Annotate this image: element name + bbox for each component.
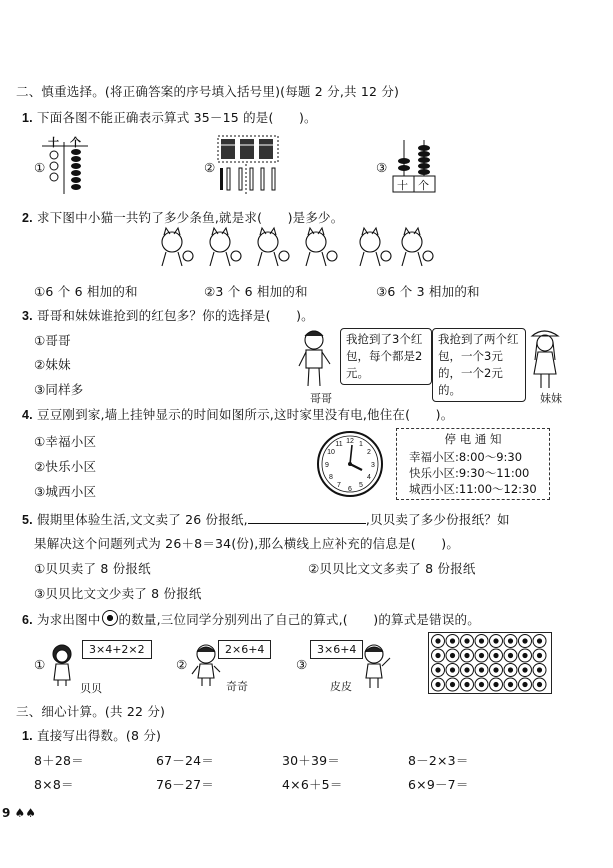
q1-tens-header: 十 bbox=[48, 136, 59, 149]
soccer-ball-icon bbox=[519, 678, 532, 691]
svg-text:7: 7 bbox=[337, 482, 341, 489]
q3-option-1: ①哥哥 bbox=[34, 333, 71, 348]
soccer-ball-icon bbox=[490, 678, 503, 691]
q5-option-3: ③贝贝比文文少卖了 8 份报纸 bbox=[34, 586, 202, 601]
svg-text:8: 8 bbox=[329, 474, 333, 481]
svg-text:10: 10 bbox=[327, 449, 335, 456]
notice-title: 停 电 通 知 bbox=[444, 432, 502, 446]
girl-beibei-figure bbox=[48, 644, 78, 688]
calc-item: 8×8＝ bbox=[34, 777, 74, 792]
brother-label: 哥哥 bbox=[310, 392, 332, 405]
q1-counter-diagram bbox=[44, 146, 94, 196]
soccer-ball-icon bbox=[432, 664, 445, 677]
question-number: 6. bbox=[22, 613, 33, 627]
q1-bundle-diagram bbox=[218, 134, 282, 198]
notice-line-1: 幸福小区:8:00～9:30 bbox=[409, 450, 523, 464]
boy-pipi-figure bbox=[358, 644, 392, 690]
question-4 bbox=[22, 405, 453, 423]
soccer-ball-icon bbox=[519, 664, 532, 677]
soccer-ball-icon bbox=[446, 664, 459, 677]
soccer-ball-icon bbox=[533, 664, 546, 677]
q2-cats-fishing-illustration bbox=[150, 226, 440, 272]
q6-name-2: 奇奇 bbox=[226, 680, 248, 693]
section-3-title: 三、细心计算。(共 22 分) bbox=[16, 704, 166, 719]
question-text: 哥哥和妹妹谁抢到的红包多？你的选择是( )。 bbox=[37, 308, 314, 323]
q6-option-2-label: ② bbox=[176, 657, 188, 672]
q1-abacus-tens: 十 bbox=[397, 179, 408, 192]
question-number: 2. bbox=[22, 211, 33, 225]
soccer-ball-icon bbox=[446, 649, 459, 662]
q3-option-3: ③同样多 bbox=[34, 382, 84, 397]
question-number: 4. bbox=[22, 408, 33, 422]
soccer-ball-icon bbox=[475, 649, 488, 662]
calc-item: 8－2×3＝ bbox=[408, 753, 469, 768]
power-outage-notice bbox=[396, 428, 550, 500]
q6-name-1: 贝贝 bbox=[80, 682, 102, 695]
q5-line-2: 果解决这个问题列式为 26＋8＝34(份),那么横线上应补充的信息是( )。 bbox=[34, 536, 460, 551]
sister-figure bbox=[526, 328, 566, 392]
soccer-ball-icon bbox=[446, 635, 459, 648]
svg-text:9: 9 bbox=[325, 462, 329, 469]
q2-option-3: ③6 个 3 相加的和 bbox=[376, 284, 480, 299]
soccer-ball-icon bbox=[461, 649, 474, 662]
q3-option-2: ②妹妹 bbox=[34, 357, 71, 372]
svg-text:2: 2 bbox=[367, 449, 371, 456]
question-text: 豆豆刚到家,墙上挂钟显示的时间如图所示,这时家里没有电,他住在( )。 bbox=[37, 407, 454, 422]
soccer-ball-icon bbox=[446, 678, 459, 691]
soccer-ball-icon bbox=[519, 635, 532, 648]
question-6 bbox=[22, 610, 480, 628]
svg-text:3: 3 bbox=[371, 462, 375, 469]
question-1 bbox=[22, 108, 317, 126]
svg-text:12: 12 bbox=[346, 438, 354, 445]
soccer-ball-icon bbox=[432, 635, 445, 648]
question-3 bbox=[22, 306, 314, 324]
soccer-ball-icon bbox=[432, 678, 445, 691]
q6-name-3: 皮皮 bbox=[330, 680, 352, 693]
brother-speech-bubble: 我抢到了3个红包，每个都是2元。 bbox=[340, 328, 432, 385]
question-text-part-1: 假期里体验生活,文文卖了 26 份报纸, bbox=[37, 512, 248, 527]
soccer-ball-icon bbox=[504, 664, 517, 677]
q6-expression-1: 3×4+2×2 bbox=[82, 640, 152, 659]
question-number: 1. bbox=[22, 729, 33, 743]
question-5 bbox=[22, 510, 510, 528]
soccer-ball-icon bbox=[490, 635, 503, 648]
notice-line-2: 快乐小区:9:30～11:00 bbox=[409, 466, 530, 480]
question-text-part-2: ,贝贝卖了多少份报纸？如 bbox=[365, 512, 510, 527]
soccer-ball-icon bbox=[432, 649, 445, 662]
soccer-ball-icon bbox=[102, 610, 118, 626]
q2-option-1: ①6 个 6 相加的和 bbox=[34, 284, 138, 299]
calc-1-heading bbox=[22, 726, 161, 744]
soccer-ball-icon bbox=[490, 649, 503, 662]
q6-option-1-label: ① bbox=[34, 657, 46, 672]
soccer-ball-icon bbox=[504, 649, 517, 662]
calc-item: 6×9－7＝ bbox=[408, 777, 469, 792]
soccer-balls-picture bbox=[428, 632, 552, 694]
soccer-ball-icon bbox=[504, 678, 517, 691]
section-2-title: 二、慎重选择。(将正确答案的序号填入括号里)(每题 2 分,共 12 分) bbox=[16, 84, 400, 99]
soccer-ball-icon bbox=[490, 664, 503, 677]
sister-label: 妹妹 bbox=[540, 392, 562, 405]
q1-option-2-label: ② bbox=[204, 160, 216, 175]
soccer-ball-icon bbox=[461, 678, 474, 691]
soccer-ball-icon bbox=[519, 649, 532, 662]
q4-option-2: ②快乐小区 bbox=[34, 459, 97, 474]
q6-expression-3: 3×6+4 bbox=[310, 640, 363, 659]
calc-item: 8＋28＝ bbox=[34, 753, 84, 768]
svg-text:6: 6 bbox=[348, 486, 352, 493]
soccer-ball-icon bbox=[533, 678, 546, 691]
calc-item: 76－27＝ bbox=[156, 777, 215, 792]
soccer-balls-grid bbox=[429, 633, 551, 693]
calc-item: 67－24＝ bbox=[156, 753, 215, 768]
wall-clock bbox=[316, 430, 386, 500]
soccer-ball-icon bbox=[461, 635, 474, 648]
q1-option-1-label: ① bbox=[34, 160, 46, 175]
svg-text:1: 1 bbox=[359, 441, 363, 448]
question-number: 5. bbox=[22, 513, 33, 527]
calc-item: 4×6＋5＝ bbox=[282, 777, 343, 792]
q5-option-2: ②贝贝比文文多卖了 8 份报纸 bbox=[308, 561, 476, 576]
notice-line-3: 城西小区:11:00～12:30 bbox=[409, 482, 537, 496]
q2-option-2: ②3 个 6 相加的和 bbox=[204, 284, 308, 299]
q6-expression-2: 2×6+4 bbox=[218, 640, 271, 659]
svg-text:4: 4 bbox=[367, 474, 371, 481]
soccer-ball-icon bbox=[533, 649, 546, 662]
calc-item: 30＋39＝ bbox=[282, 753, 341, 768]
soccer-ball-icon bbox=[475, 635, 488, 648]
sister-speech-bubble: 我抢到了两个红包，一个3元的，一个2元的。 bbox=[432, 328, 526, 402]
soccer-ball-icon bbox=[461, 664, 474, 677]
question-text-part-2: 的数量,三位同学分别列出了自己的算式,( )的算式是错误的。 bbox=[118, 612, 480, 627]
q4-option-1: ①幸福小区 bbox=[34, 434, 97, 449]
q1-ones-header: 个 bbox=[70, 136, 81, 149]
soccer-ball-icon bbox=[533, 635, 546, 648]
question-text: 直接写出得数。(8 分) bbox=[37, 728, 162, 743]
q4-option-3: ③城西小区 bbox=[34, 484, 97, 499]
page-number: 9 ♠♠ bbox=[2, 806, 37, 820]
q5-option-1: ①贝贝卖了 8 份报纸 bbox=[34, 561, 151, 576]
q1-abacus-ones: 个 bbox=[418, 179, 429, 192]
q6-option-3-label: ③ bbox=[296, 657, 308, 672]
question-text-part-1: 为求出图中 bbox=[37, 612, 101, 627]
question-number: 3. bbox=[22, 309, 33, 323]
question-2 bbox=[22, 208, 343, 226]
soccer-ball-icon bbox=[504, 635, 517, 648]
question-text: 下面各图不能正确表示算式 35－15 的是( )。 bbox=[37, 110, 317, 125]
svg-text:5: 5 bbox=[359, 482, 363, 489]
question-number: 1. bbox=[22, 111, 33, 125]
soccer-ball-icon bbox=[475, 678, 488, 691]
brother-figure bbox=[296, 328, 336, 392]
answer-blank-line[interactable] bbox=[248, 523, 366, 524]
q1-option-3-label: ③ bbox=[376, 160, 388, 175]
svg-text:11: 11 bbox=[335, 441, 343, 448]
soccer-ball-icon bbox=[475, 664, 488, 677]
question-text: 求下图中小猫一共钓了多少条鱼,就是求( )是多少。 bbox=[37, 210, 344, 225]
